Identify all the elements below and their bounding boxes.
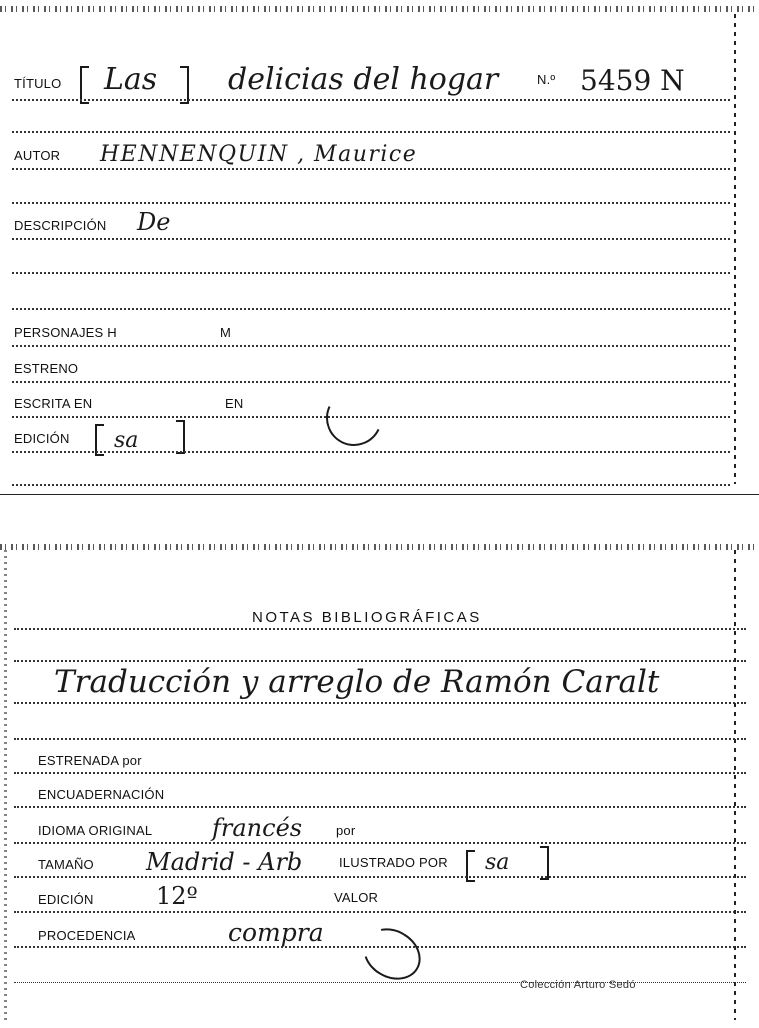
rule	[12, 451, 730, 453]
titulo-bracket-text: Las	[104, 62, 158, 97]
bracket-close	[176, 420, 185, 454]
estrenada-label: ESTRENADA por	[38, 753, 142, 768]
stamp-mark	[318, 382, 390, 454]
rule	[14, 876, 746, 878]
card-left-edge	[4, 550, 7, 1020]
bracket-close	[540, 846, 549, 880]
procedencia-text: compra	[228, 918, 324, 947]
tamano-text: Madrid - Arb	[146, 848, 303, 876]
valor-label: VALOR	[334, 890, 379, 905]
rule	[12, 308, 730, 310]
rule	[12, 484, 730, 486]
numero-text: 5459 N	[580, 64, 685, 97]
edicion-back-text: 12º	[156, 882, 198, 910]
rule	[14, 702, 746, 704]
rule	[14, 982, 746, 983]
numero-label: N.º	[537, 72, 556, 87]
edicion-back-label: EDICIÓN	[38, 892, 94, 907]
card-top-edge	[0, 6, 759, 12]
ilustrado-text: sa	[485, 850, 510, 875]
rule	[12, 272, 730, 274]
rule	[14, 628, 746, 630]
edicion-label: EDICIÓN	[14, 431, 70, 446]
card-top-edge	[0, 544, 759, 550]
escrita-en-label: ESCRITA EN	[14, 396, 93, 411]
rule	[12, 345, 730, 347]
rule	[12, 238, 730, 240]
idioma-text: francés	[212, 814, 303, 842]
autor-text: HENNENQUIN , Maurice	[100, 142, 418, 167]
rule	[14, 842, 746, 844]
descripcion-text: De	[137, 208, 171, 236]
nota-text: Traducción y arreglo de Ramón Caralt	[54, 664, 660, 700]
descripcion-label: DESCRIPCIÓN	[14, 218, 107, 233]
rule	[12, 168, 730, 170]
idioma-por-label: por	[336, 823, 356, 838]
titulo-label: TÍTULO	[14, 76, 62, 91]
stamp-mark	[354, 918, 430, 990]
rule	[12, 131, 730, 133]
idioma-label: IDIOMA ORIGINAL	[38, 823, 153, 838]
collection-footer: Colección Arturo Sedó	[520, 979, 636, 991]
rule	[14, 946, 746, 948]
rule	[14, 660, 746, 662]
procedencia-label: PROCEDENCIA	[38, 928, 136, 943]
rule	[14, 738, 746, 740]
encuadernacion-label: ENCUADERNACIÓN	[38, 787, 165, 802]
card-right-edge	[734, 14, 736, 484]
personajes-label: PERSONAJES H	[14, 325, 117, 340]
catalog-card-back	[0, 542, 759, 1028]
tamano-label: TAMAÑO	[38, 857, 94, 872]
ilustrado-label: ILUSTRADO POR	[339, 855, 448, 870]
titulo-text: delicias del hogar	[228, 62, 499, 97]
notas-heading: NOTAS BIBLIOGRÁFICAS	[252, 609, 482, 626]
rule	[12, 202, 730, 204]
rule	[14, 806, 746, 808]
edicion-text: sa	[114, 428, 139, 453]
rule	[14, 911, 746, 913]
card-right-edge	[734, 550, 736, 1020]
rule	[14, 772, 746, 774]
personajes-m-label: M	[220, 325, 232, 340]
en-label: EN	[225, 396, 244, 411]
autor-label: AUTOR	[14, 148, 61, 163]
catalog-card-front	[0, 0, 759, 495]
rule	[12, 381, 730, 383]
estreno-label: ESTRENO	[14, 361, 79, 376]
rule	[12, 99, 730, 101]
